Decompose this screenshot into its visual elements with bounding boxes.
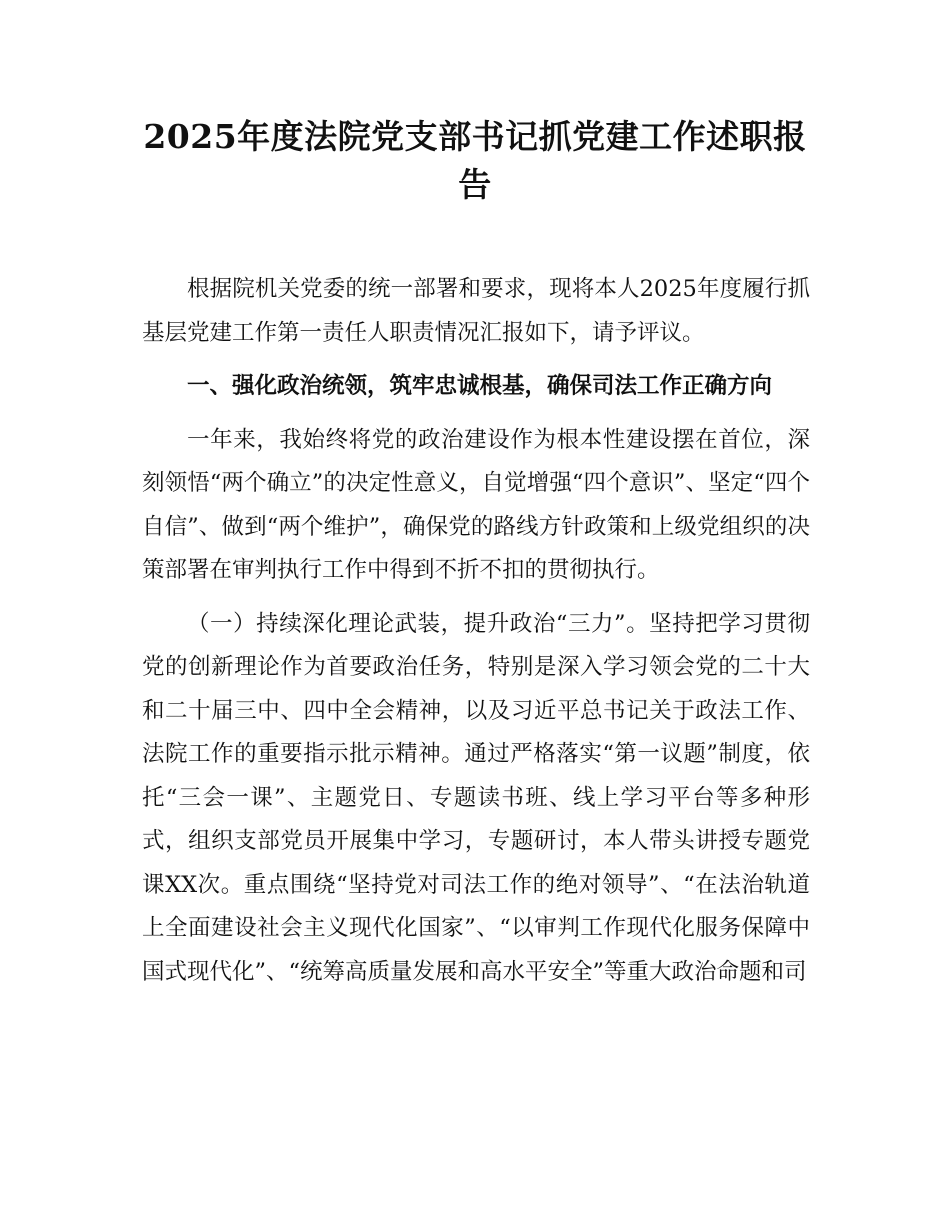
document-title: 2025年度法院党支部书记抓党建工作述职报告 (143, 117, 807, 204)
subsection-paragraph: （一）持续深化理论武装，提升政治“三力”。坚持把学习贯彻党的创新理论作为首要政治任务，特别是深入学习领会党的二十大和二十届三中、四中全会精神，以及习近平总书记关于政法工作、法院工作的重要指示批示精神。通过严格落实“第一议题”制度，依托“三会一课”、主题党日、专题读书班、线上学习平台等多种形式，组织支部党员开展集中学习，专题研讨，本人带头讲授专题党课XX次。重点围绕“坚持党对司法工作的绝对领导”、“在法治轨道上全面建设社会主义现代化国家”、“以审判工作现代化服务保障中国式现代化”、“统筹高质量发展和高水平安全”等重大政治命题和司 (142, 610, 810, 985)
section-heading: 一、强化政治统领，筑牢忠诚根基，确保司法工作正确方向 (187, 373, 773, 399)
section-paragraph: 一年来，我始终将党的政治建设作为根本性建设摆在首位，深刻领悟“两个确立”的决定性意义，自觉增强“四个意识”、坚定“四个自信”、做到“两个维护”，确保党的路线方针政策和上级党组织的决策部署在审判执行工作中得到不折不扣的贯彻执行。 (142, 426, 810, 583)
intro-paragraph: 根据院机关党委的统一部署和要求，现将本人2025年度履行抓基层党建工作第一责任人职责情况汇报如下，请予评议。 (142, 276, 810, 346)
document-body (142, 268, 810, 1004)
